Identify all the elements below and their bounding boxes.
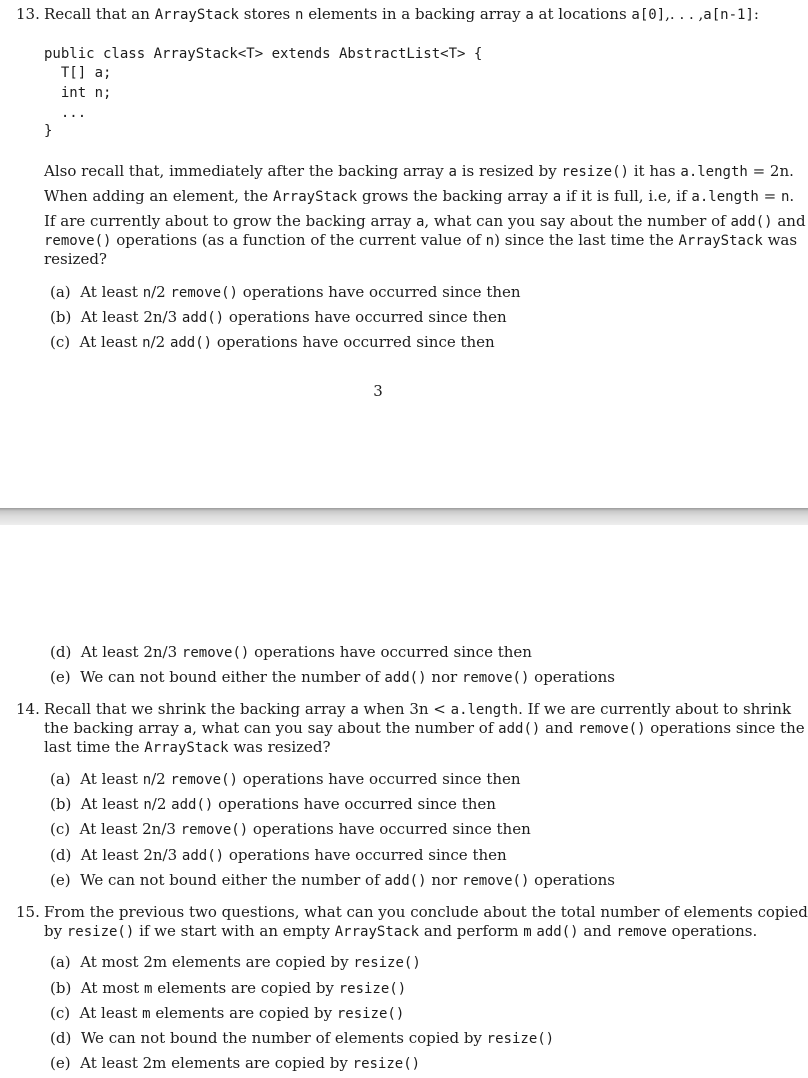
question-13-option-c: (c) At least n/2 add() operations have occurred since then bbox=[50, 333, 495, 351]
question-13-text-line: When adding an element, the ArrayStack grows the backing array a if it is full, i.e, if a.length = n. bbox=[44, 187, 795, 205]
question-14-text-line: Recall that we shrink the backing array a when 3n < a.length. If we are currently about to shrink bbox=[44, 700, 792, 718]
page-upper bbox=[0, 0, 808, 508]
question-14-text-line: the backing array a, what can you say about the number of add() and remove() operations since the bbox=[44, 719, 805, 737]
code-line: int n; bbox=[44, 85, 112, 101]
question-14-text-line: last time the ArrayStack was resized? bbox=[44, 738, 331, 756]
question-13-option-a: (a) At least n/2 remove() operations have occurred since then bbox=[50, 283, 521, 301]
question-15-text-line: by resize() if we start with an empty ArrayStack and perform m add() and remove operations. bbox=[44, 922, 758, 940]
question-13-option-b: (b) At least 2n/3 add() operations have occurred since then bbox=[50, 308, 507, 326]
page-separator bbox=[0, 508, 808, 525]
question-15-option-a: (a) At most 2m elements are copied by resize() bbox=[50, 953, 421, 971]
question-15-option-d: (d) We can not bound the number of elements copied by resize() bbox=[50, 1029, 555, 1047]
question-13-option-d: (d) At least 2n/3 remove() operations have occurred since then bbox=[50, 643, 532, 661]
question-13-text-line: If are currently about to grow the backing array a, what can you say about the number of add() and bbox=[44, 212, 806, 230]
question-13-text-line: resized? bbox=[44, 250, 107, 268]
page-number: 3 bbox=[373, 382, 383, 400]
question-13-number: 13. bbox=[16, 5, 40, 23]
question-15-text-line: From the previous two questions, what can you conclude about the total number of elements copied bbox=[44, 903, 808, 921]
question-15-number: 15. bbox=[16, 903, 40, 921]
code-line: public class ArrayStack<T> extends AbstractList<T> { bbox=[44, 46, 483, 62]
question-15-option-c: (c) At least m elements are copied by resize() bbox=[50, 1004, 405, 1022]
code-line: } bbox=[44, 123, 53, 139]
question-15-option-e: (e) At least 2m elements are copied by resize() bbox=[50, 1054, 421, 1072]
code-line: ... bbox=[44, 105, 87, 121]
question-13-text-line: remove() operations (as a function of the current value of n) since the last time the ArrayStack was bbox=[44, 231, 798, 249]
code-line: T[] a; bbox=[44, 65, 112, 81]
question-14-number: 14. bbox=[16, 700, 40, 718]
question-13-text-line: Also recall that, immediately after the backing array a is resized by resize() it has a.length = 2n. bbox=[44, 162, 794, 180]
question-13-option-e: (e) We can not bound either the number of add() nor remove() operations bbox=[50, 668, 615, 686]
question-14-option-c: (c) At least 2n/3 remove() operations have occurred since then bbox=[50, 820, 531, 838]
question-13-intro: Recall that an ArrayStack stores n elements in a backing array a at locations a[0],. . . ,a[n-1]: bbox=[44, 5, 759, 23]
question-14-option-e: (e) We can not bound either the number of add() nor remove() operations bbox=[50, 871, 615, 889]
question-14-option-b: (b) At least n/2 add() operations have occurred since then bbox=[50, 795, 496, 813]
question-15-option-b: (b) At most m elements are copied by resize() bbox=[50, 979, 407, 997]
question-14-option-d: (d) At least 2n/3 add() operations have occurred since then bbox=[50, 846, 507, 864]
page-lower bbox=[0, 525, 808, 1078]
question-14-option-a: (a) At least n/2 remove() operations have occurred since then bbox=[50, 770, 521, 788]
